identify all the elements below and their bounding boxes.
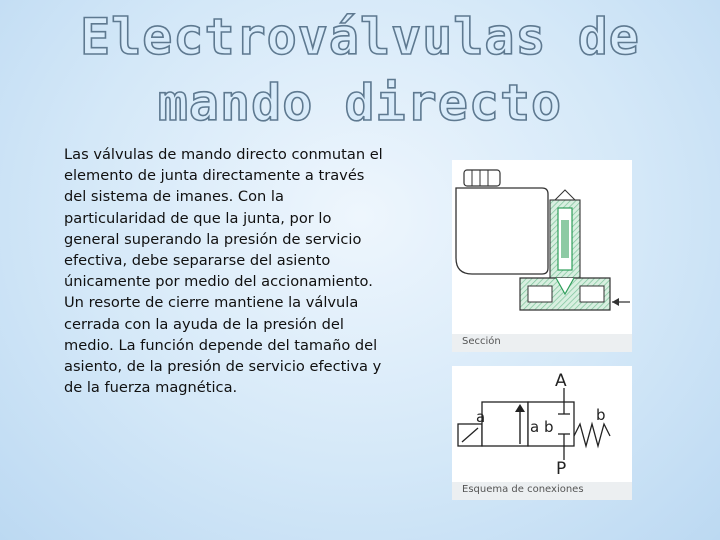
port-a-label: A xyxy=(555,371,567,391)
slide-title: Electroválvulas de mando directo xyxy=(80,8,640,132)
connector-outline xyxy=(464,170,500,186)
port-p-label: P xyxy=(556,459,567,479)
slide-body-text: Las válvulas de mando directo conmutan el elemento de junta directamente a través del sistema de imanes. Con la particularidad de que la junta, por lo general superando la presión de servicio efectiva, debe separarse del asiento únicamente por medio del accionamiento. Un resorte de cierre mantiene la válvula cerrada con la ayuda de la presión del medio. La función depende del tamaño del asiento, de la presión de servicio efectiva y de la fuerza magnética. xyxy=(64,146,383,397)
side-a-label: a xyxy=(476,408,486,426)
valve-schematic-drawing xyxy=(452,366,632,500)
valve-section-figure xyxy=(452,160,632,352)
side-b-label: b xyxy=(596,406,606,424)
box-a-label: a xyxy=(530,418,540,436)
coil-housing xyxy=(456,188,548,274)
schematic-caption: Esquema de conexiones xyxy=(462,484,584,495)
spring-symbol xyxy=(574,424,610,446)
box-b-label: b xyxy=(544,418,554,436)
valve-section-drawing xyxy=(452,160,632,352)
section-caption: Sección xyxy=(462,336,501,347)
section-caption-bar xyxy=(452,334,632,352)
schematic-caption-bar xyxy=(452,482,632,500)
valve-schematic-figure xyxy=(452,366,632,500)
